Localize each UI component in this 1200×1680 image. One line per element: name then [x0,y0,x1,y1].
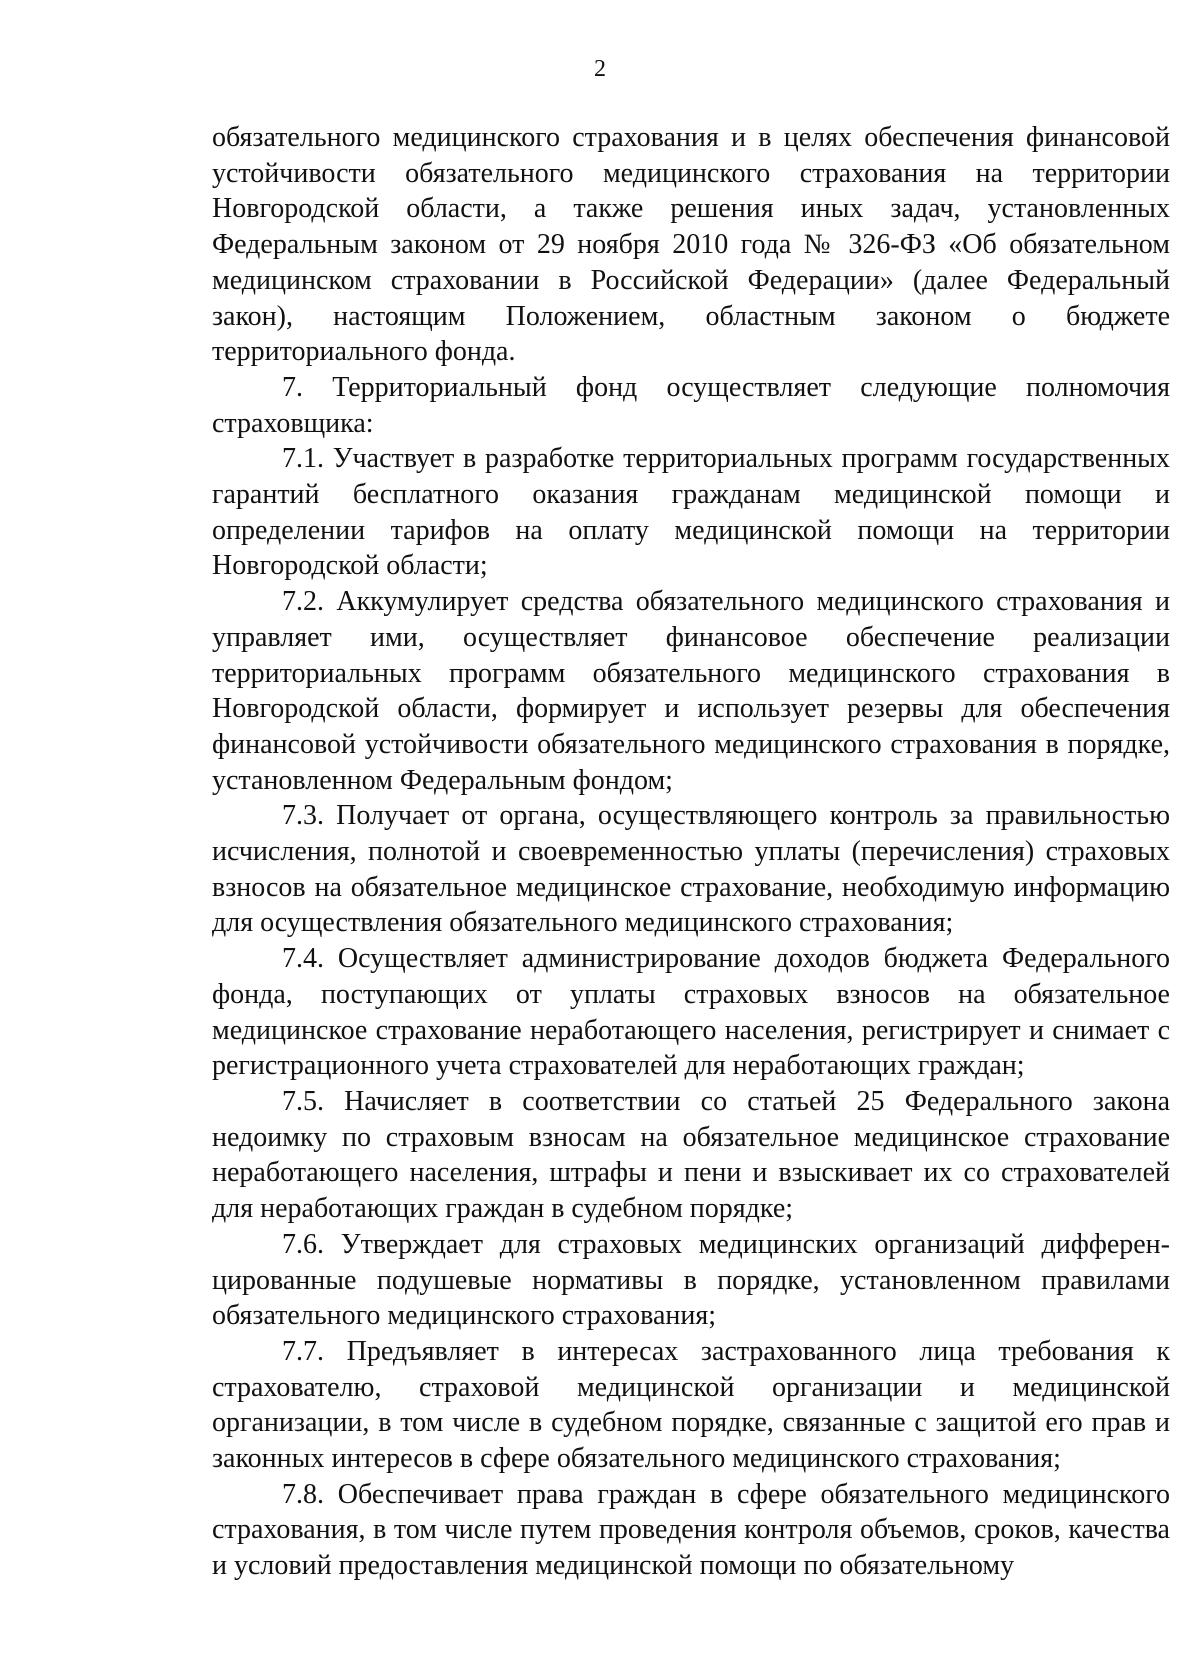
paragraph-item-7: 7. Территориальный фонд осуществляет следующие полномочия страховщика: [212,371,1170,439]
paragraph-item-7-5: 7.5. Начисляет в соответствии со статьей 25 Федерального закона недоимку по страховым взносам на обязательное медицинское страхование неработающего населения, штрафы и пени и взыскивает их со страхователей для неработающих граждан в судебном порядке; [212,1085,1170,1225]
document-body [212,120,1170,1584]
paragraph-continuation: обязательного медицинского страхования и в целях обеспечения финансовой устойчивости обязательного медицинского страхования на территории Новгородской области, а также решения иных задач, установленных Федеральным законом от 29 ноября 2010 года № 326-ФЗ «Об обязательном медицинском страховании в Российской Федерации» (далее Федеральный закон), настоящим Положением, областным законом о бюджете территориального фонда. [212,122,1170,368]
paragraph-item-7-2: 7.2. Аккумулирует средства обязательного медицинского страхования и управляет ими, осуществляет финансовое обеспечение реализации территориальных программ обязательного медицинского страхования в Новгородской области, формирует и использует резервы для обеспечения финансовой устойчивости обязательного медицинского страхования в порядке, установленном Федеральным фондом; [212,586,1170,796]
paragraph-item-7-7: 7.7. Предъявляет в интересах застрахованного лица требования к страхователю, страховой медицинской организации и медицинской организации, в том числе в судебном порядке, связанные с защитой его прав и законных интересов в сфере обязательного медицинского страхования; [212,1335,1170,1475]
paragraph-item-7-3: 7.3. Получает от органа, осуществляющего контроль за правильностью исчисления, полнотой и своевременностью уплаты (перечисления) страховых взносов на обязательное медицинское страхование, необходимую информацию для осуществления обязательного медицинского страхования; [212,800,1170,939]
paragraph-item-7-1: 7.1. Участвует в разработке территориальных программ государственных гарантий бесплатного оказания гражданам медицинской помощи и определении тарифов на оплату медицинской помощи на территории Новгородской области; [212,443,1170,582]
paragraph-item-7-8: 7.8. Обеспечивает права граждан в сфере обязательного медицинского страхования, в том числе путем проведения контроля объемов, сроков, качества и условий предоставления медицинской помощи по обязательному [212,1478,1170,1582]
paragraph-item-7-4: 7.4. Осуществляет администрирование доходов бюджета Федерального фонда, поступающих от уплаты страховых взносов на обязательное медицинское страхование неработающего населения, регистрирует и снимает с регистрационного учета страхователей для неработающих граждан; [212,943,1170,1082]
page-number: 2 [594,56,606,82]
paragraph-item-7-6: 7.6. Утверждает для страховых медицинских организаций дифференцированные подушевые нормативы в порядке, установленном правилами обязательного медицинского страхования; [212,1228,1170,1332]
